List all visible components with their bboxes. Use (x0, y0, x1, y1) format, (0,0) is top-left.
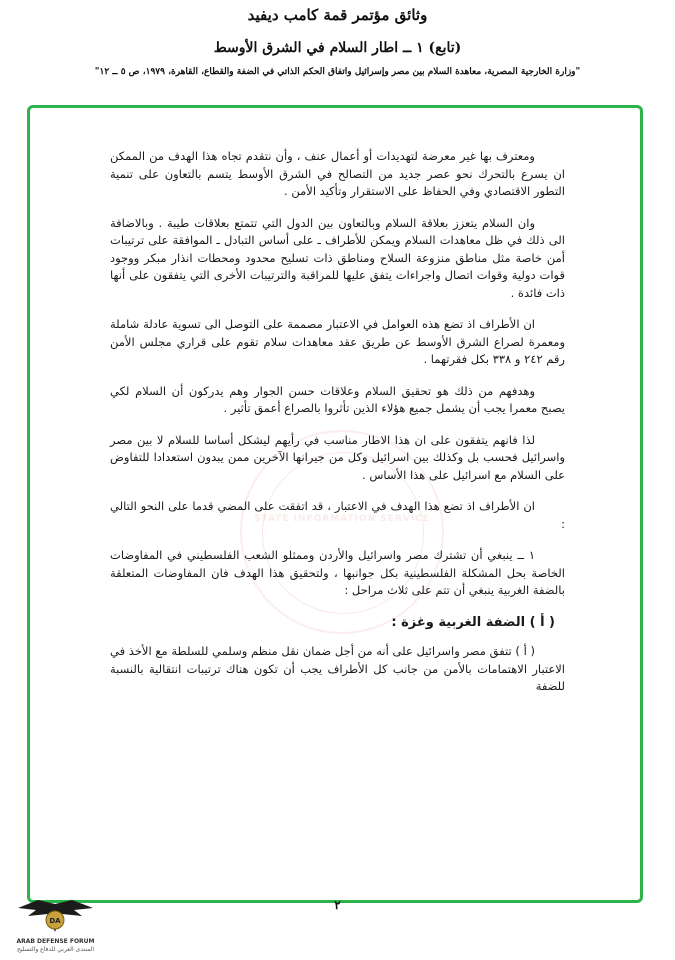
paragraph-6: ان الأطراف اذ تضع هذا الهدف في الاعتبار ، قد اتفقت على المضي قدما على النحو التالي : (110, 499, 565, 531)
watermark-text: STATE INFORMATION SERVICE (254, 514, 430, 524)
document-body (110, 148, 565, 710)
paragraph-5: لذا فانهم يتفقون على ان هذا الاطار مناسب في رأيهم ليشكل أساسا للسلام لا بين مصر واسرائيل فحسب بل وكذلك بين اسرائيل وكل من جيرانها الآخرين ممن يبدون استعدادا للتفاوض على السلام مع اسرائيل على هذا الأساس . (110, 432, 565, 482)
logo-label: ARAB DEFENSE FORUM (16, 938, 95, 945)
section-subheading: ( أ ) الضفة الغربية وغزة : (391, 614, 555, 630)
document-source: "وزارة الخارجية المصرية، معاهدة السلام بين مصر وإسرائيل واتفاق الحكم الذاتي في الضفة والقطاع، القاهرة، ١٩٧٩، ص ٥ ــ ١٢" (94, 67, 581, 77)
paragraph-8: ( أ ) تتفق مصر واسرائيل على أنه من أجل ضمان نقل منظم وسلمي للسلطة مع الأخذ في الاعتبار الاهتمامات بالأمن من جانب كل الأطراف يجب أن تكون هناك ترتيبات انتقالية بالنسبة للضفة (110, 644, 565, 693)
document-title: وثائق مؤتمر قمة كامب ديفيد (247, 6, 428, 24)
logo-mark: DA (49, 917, 61, 925)
eagle-logo-icon (8, 898, 103, 938)
paragraph-1: ومعترف بها غير معرضة لتهديدات أو أعمال عنف ، وأن نتقدم تجاه هذا الهدف من الممكن ان يسرع بالتحرك نحو عصر جديد من التصالح في الشرق الأوسط يتسم بالتعاون على تنمية التطور الاقتصادي وفي الحفاظ على الاستقرار وتأكيد الأمن . (110, 149, 565, 198)
paragraph-2: وان السلام يتعزز بعلاقة السلام وبالتعاون بين الدول التي تتمتع بعلاقات طيبة . وبالاضافة الى ذلك في ظل معاهدات السلام ويمكن للأطراف ـ على أساس التبادل ـ الموافقة على ترتيبات أمن خاصة مثل مناطق منزوعة السلاح ومناطق ذات تسليح محدود ومحطات انذار مبكر ووجود قوات دولية وقوات اتصال واجراءات يتفق عليها للمراقبة والترتيبات الأخرى التي يتفقون على أنها ذات فائدة . (110, 215, 565, 300)
paragraph-7: ١ ــ ينبغي أن تشترك مصر واسرائيل والأردن وممثلو الشعب الفلسطيني في المفاوضات الخاصة بحل المشكلة الفلسطينية بكل جوانبها ، ولتحقيق هذا الهدف فان المفاوضات المتعلقة بالضفة الغربية ينبغي أن تتم على ثلاث مراحل : (110, 548, 565, 597)
page-number: ٢ (334, 898, 341, 912)
paragraph-3: ان الأطراف اذ تضع هذه العوامل في الاعتبار مصممة على التوصل الى تسوية عادلة شاملة ومعمرة لصراع الشرق الأوسط عن طريق عقد معاهدات سلام تقوم على قراري مجلس الأمن رقم ٢٤٢ و ٣٣٨ بكل فقرتهما . (110, 317, 565, 366)
logo-sublabel: المنتدى العربي للدفاع والتسليح (17, 946, 94, 953)
document-subtitle: (تابع) ١ ــ اطار السلام في الشرق الأوسط (213, 40, 462, 56)
forum-logo (8, 898, 103, 960)
paragraph-4: وهدفهم من ذلك هو تحقيق السلام وعلاقات حسن الجوار وهم يدركون أن السلام لكي يصبح معمرا يجب أن يشمل جميع هؤلاء الذين تأثروا بالصراع أعمق تأثير . (110, 383, 565, 415)
